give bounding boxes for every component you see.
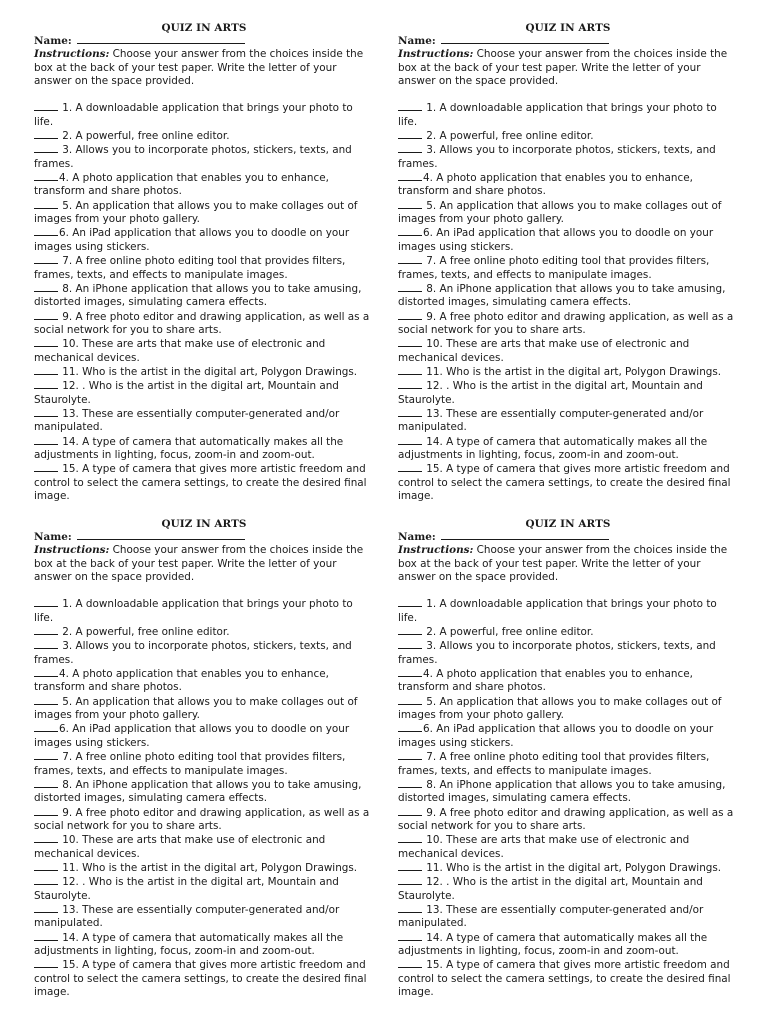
answer-blank[interactable] (398, 597, 422, 607)
question-item (398, 667, 738, 695)
question-text: 11. Who is the artist in the digital art, Polygon Drawings. (423, 365, 722, 378)
answer-blank[interactable] (34, 778, 58, 788)
answer-blank[interactable] (398, 254, 422, 264)
question-list (398, 597, 738, 999)
question-item (34, 625, 374, 639)
answer-blank[interactable] (398, 101, 422, 111)
question-item (34, 254, 374, 282)
question-text: 1. A downloadable application that brings your photo to life. (398, 598, 717, 624)
question-text: 9. A free photo editor and drawing application, as well as a social network for you to share arts. (34, 310, 370, 336)
question-text: 13. These are essentially computer-generated and/or manipulated. (34, 407, 340, 434)
quiz-title: QUIZ IN ARTS (161, 518, 247, 530)
question-item (34, 143, 374, 171)
instructions-label: Instructions: (34, 48, 110, 61)
question-text: 14. A type of camera that automatically makes all the adjustments in lighting, focus, zoom-in and zoom-out. (34, 931, 344, 957)
question-text: 8. An iPhone application that allows you to take amusing, distorted images, simulating camera effects. (34, 778, 362, 805)
question-text: 4. A photo application that enables you to enhance, transform and share photos. (398, 172, 693, 198)
name-blank-line[interactable] (77, 530, 245, 540)
question-item (398, 722, 738, 750)
question-item (34, 639, 374, 667)
question-text: 7. A free online photo editing tool that provides filters, frames, texts, and effects to manipulate images. (398, 751, 710, 777)
answer-blank[interactable] (34, 254, 58, 264)
name-line (398, 34, 738, 48)
answer-blank[interactable] (398, 667, 422, 677)
question-text: 10. These are arts that make use of electronic and mechanical devices. (398, 834, 690, 860)
instructions-text: Choose your answer from the choices inside the box at the back of your test paper. Write the letter of your answer on the space provided. (34, 48, 364, 88)
question-text: 3. Allows you to incorporate photos, stickers, texts, and frames. (398, 144, 716, 170)
answer-blank[interactable] (34, 171, 58, 181)
question-text: 10. These are arts that make use of electronic and mechanical devices. (398, 338, 690, 364)
answer-blank[interactable] (398, 625, 422, 635)
answer-blank[interactable] (398, 833, 422, 843)
question-item (398, 861, 738, 875)
question-item (34, 407, 374, 435)
question-text: 2. A powerful, free online editor. (59, 130, 230, 143)
question-item (398, 101, 738, 129)
question-text: 13. These are essentially computer-generated and/or manipulated. (34, 903, 340, 930)
question-item (34, 667, 374, 695)
question-item (398, 958, 738, 999)
answer-blank[interactable] (398, 462, 422, 472)
answer-blank[interactable] (34, 750, 58, 760)
question-item (398, 806, 738, 834)
answer-blank[interactable] (34, 101, 58, 111)
question-text: 14. A type of camera that automatically makes all the adjustments in lighting, focus, zoom-in and zoom-out. (34, 435, 344, 461)
question-item (398, 379, 738, 407)
question-item (398, 778, 738, 806)
answer-blank[interactable] (398, 226, 422, 236)
question-text: 15. A type of camera that gives more artistic freedom and control to select the camera settings, to create the desired final image. (34, 959, 367, 998)
question-item (34, 199, 374, 227)
question-text: 11. Who is the artist in the digital art, Polygon Drawings. (59, 365, 358, 378)
answer-blank[interactable] (398, 639, 422, 649)
answer-blank[interactable] (398, 695, 422, 705)
instructions (398, 48, 738, 88)
question-item (398, 254, 738, 282)
question-text: 5. An application that allows you to make collages out of images from your photo gallery. (398, 199, 722, 226)
question-item (34, 282, 374, 310)
answer-blank[interactable] (398, 310, 422, 320)
instructions-label: Instructions: (398, 48, 474, 61)
question-item (34, 875, 374, 903)
question-text: 13. These are essentially computer-generated and/or manipulated. (398, 903, 704, 930)
question-text: 5. An application that allows you to make collages out of images from your photo gallery. (34, 695, 358, 722)
question-item (34, 462, 374, 503)
question-item (398, 337, 738, 365)
question-text: 1. A downloadable application that brings your photo to life. (398, 102, 717, 128)
question-text: 6. An iPad application that allows you to doodle on your images using stickers. (398, 227, 714, 253)
question-text: 9. A free photo editor and drawing application, as well as a social network for you to share arts. (34, 806, 370, 832)
question-item (398, 226, 738, 254)
instructions-label: Instructions: (398, 544, 474, 557)
answer-blank[interactable] (34, 435, 58, 445)
question-text: 4. A photo application that enables you to enhance, transform and share photos. (34, 668, 329, 694)
answer-blank[interactable] (398, 143, 422, 153)
question-text: 1. A downloadable application that brings your photo to life. (34, 598, 353, 624)
question-item (398, 310, 738, 338)
question-text: 14. A type of camera that automatically makes all the adjustments in lighting, focus, zoom-in and zoom-out. (398, 931, 708, 957)
question-item (398, 129, 738, 143)
instructions-text: Choose your answer from the choices inside the box at the back of your test paper. Write the letter of your answer on the space provided. (34, 544, 364, 584)
quiz-title: QUIZ IN ARTS (525, 518, 611, 530)
answer-blank[interactable] (398, 806, 422, 816)
question-item (34, 806, 374, 834)
answer-blank[interactable] (398, 282, 422, 292)
question-list (34, 597, 374, 999)
question-list (34, 101, 374, 503)
question-item (34, 379, 374, 407)
answer-blank[interactable] (34, 667, 58, 677)
answer-blank[interactable] (398, 379, 422, 389)
answer-blank[interactable] (34, 365, 58, 375)
question-text: 7. A free online photo editing tool that provides filters, frames, texts, and effects to manipulate images. (34, 255, 346, 281)
question-item (34, 171, 374, 199)
question-text: 11. Who is the artist in the digital art, Polygon Drawings. (423, 861, 722, 874)
name-blank-line[interactable] (77, 34, 245, 44)
question-item (34, 931, 374, 959)
answer-blank[interactable] (398, 778, 422, 788)
answer-blank[interactable] (398, 931, 422, 941)
question-item (34, 722, 374, 750)
question-text: 5. An application that allows you to make collages out of images from your photo gallery. (398, 695, 722, 722)
answer-blank[interactable] (398, 875, 422, 885)
question-item (34, 958, 374, 999)
answer-blank[interactable] (34, 129, 58, 139)
question-text: 3. Allows you to incorporate photos, stickers, texts, and frames. (34, 144, 352, 170)
name-label: Name: (34, 531, 72, 543)
instructions-text: Choose your answer from the choices inside the box at the back of your test paper. Write the letter of your answer on the space provided. (398, 48, 728, 88)
quiz-block (34, 20, 374, 510)
answer-blank[interactable] (34, 226, 58, 236)
quiz-block (398, 20, 738, 510)
answer-blank[interactable] (34, 597, 58, 607)
question-item (398, 750, 738, 778)
question-item (398, 695, 738, 723)
question-text: 12. . Who is the artist in the digital art, Mountain and Staurolyte. (398, 380, 703, 406)
quiz-block (34, 516, 374, 1006)
answer-blank[interactable] (34, 143, 58, 153)
answer-blank[interactable] (398, 337, 422, 347)
answer-blank[interactable] (398, 958, 422, 968)
answer-blank[interactable] (34, 903, 58, 913)
answer-blank[interactable] (34, 639, 58, 649)
question-text: 2. A powerful, free online editor. (423, 130, 594, 143)
question-item (398, 903, 738, 931)
name-label: Name: (398, 35, 436, 47)
question-text: 15. A type of camera that gives more artistic freedom and control to select the camera settings, to create the desired final image. (34, 463, 367, 502)
answer-blank[interactable] (34, 282, 58, 292)
question-text: 10. These are arts that make use of electronic and mechanical devices. (34, 338, 326, 364)
question-item (398, 143, 738, 171)
question-item (34, 833, 374, 861)
instructions (34, 544, 374, 584)
answer-blank[interactable] (34, 861, 58, 871)
question-item (398, 171, 738, 199)
answer-blank[interactable] (34, 199, 58, 209)
question-text: 14. A type of camera that automatically makes all the adjustments in lighting, focus, zoom-in and zoom-out. (398, 435, 708, 461)
answer-blank[interactable] (34, 806, 58, 816)
question-item (398, 365, 738, 379)
answer-blank[interactable] (34, 337, 58, 347)
name-blank-line[interactable] (441, 34, 609, 44)
question-text: 8. An iPhone application that allows you to take amusing, distorted images, simulating camera effects. (34, 282, 362, 309)
question-item (398, 462, 738, 503)
name-label: Name: (398, 531, 436, 543)
question-item (34, 310, 374, 338)
question-text: 12. . Who is the artist in the digital art, Mountain and Staurolyte. (34, 876, 339, 902)
question-item (34, 750, 374, 778)
question-text: 12. . Who is the artist in the digital art, Mountain and Staurolyte. (34, 380, 339, 406)
answer-blank[interactable] (398, 903, 422, 913)
instructions-label: Instructions: (34, 544, 110, 557)
question-text: 12. . Who is the artist in the digital art, Mountain and Staurolyte. (398, 876, 703, 902)
question-item (34, 861, 374, 875)
answer-blank[interactable] (34, 931, 58, 941)
name-line (398, 530, 738, 544)
question-text: 2. A powerful, free online editor. (423, 626, 594, 639)
question-item (34, 101, 374, 129)
question-text: 5. An application that allows you to make collages out of images from your photo gallery. (34, 199, 358, 226)
name-blank-line[interactable] (441, 530, 609, 540)
question-text: 2. A powerful, free online editor. (59, 626, 230, 639)
question-item (398, 625, 738, 639)
answer-blank[interactable] (34, 833, 58, 843)
question-text: 15. A type of camera that gives more artistic freedom and control to select the camera settings, to create the desired final image. (398, 463, 731, 502)
question-item (34, 778, 374, 806)
question-item (398, 639, 738, 667)
answer-blank[interactable] (398, 129, 422, 139)
instructions (398, 544, 738, 584)
question-text: 9. A free photo editor and drawing application, as well as a social network for you to share arts. (398, 310, 734, 336)
question-text: 8. An iPhone application that allows you to take amusing, distorted images, simulating camera effects. (398, 778, 726, 805)
answer-blank[interactable] (34, 462, 58, 472)
name-label: Name: (34, 35, 72, 47)
question-item (398, 435, 738, 463)
question-item (34, 597, 374, 625)
answer-blank[interactable] (398, 750, 422, 760)
question-text: 6. An iPad application that allows you to doodle on your images using stickers. (34, 227, 350, 253)
question-item (34, 129, 374, 143)
answer-blank[interactable] (398, 171, 422, 181)
answer-blank[interactable] (398, 722, 422, 732)
question-item (398, 875, 738, 903)
instructions-text: Choose your answer from the choices inside the box at the back of your test paper. Write the letter of your answer on the space provided. (398, 544, 728, 584)
question-text: 4. A photo application that enables you to enhance, transform and share photos. (398, 668, 693, 694)
answer-blank[interactable] (34, 695, 58, 705)
question-text: 1. A downloadable application that brings your photo to life. (34, 102, 353, 128)
question-list (398, 101, 738, 503)
quiz-title: QUIZ IN ARTS (161, 22, 247, 34)
name-line (34, 34, 374, 48)
question-item (398, 597, 738, 625)
answer-blank[interactable] (34, 958, 58, 968)
answer-blank[interactable] (34, 379, 58, 389)
question-item (398, 833, 738, 861)
question-item (398, 407, 738, 435)
question-item (34, 226, 374, 254)
answer-blank[interactable] (34, 407, 58, 417)
question-text: 8. An iPhone application that allows you to take amusing, distorted images, simulating camera effects. (398, 282, 726, 309)
question-text: 7. A free online photo editing tool that provides filters, frames, texts, and effects to manipulate images. (398, 255, 710, 281)
answer-blank[interactable] (398, 861, 422, 871)
question-text: 11. Who is the artist in the digital art, Polygon Drawings. (59, 861, 358, 874)
question-item (34, 365, 374, 379)
instructions (34, 48, 374, 88)
question-text: 7. A free online photo editing tool that provides filters, frames, texts, and effects to manipulate images. (34, 751, 346, 777)
question-text: 10. These are arts that make use of electronic and mechanical devices. (34, 834, 326, 860)
question-text: 13. These are essentially computer-generated and/or manipulated. (398, 407, 704, 434)
answer-blank[interactable] (398, 407, 422, 417)
question-item (34, 435, 374, 463)
question-text: 15. A type of camera that gives more artistic freedom and control to select the camera settings, to create the desired final image. (398, 959, 731, 998)
answer-blank[interactable] (34, 310, 58, 320)
quiz-block (398, 516, 738, 1006)
question-item (398, 199, 738, 227)
answer-blank[interactable] (34, 625, 58, 635)
answer-blank[interactable] (398, 435, 422, 445)
question-item (34, 337, 374, 365)
question-text: 4. A photo application that enables you to enhance, transform and share photos. (34, 172, 329, 198)
answer-blank[interactable] (398, 199, 422, 209)
name-line (34, 530, 374, 544)
question-text: 6. An iPad application that allows you to doodle on your images using stickers. (34, 723, 350, 749)
question-item (34, 903, 374, 931)
question-item (398, 282, 738, 310)
answer-blank[interactable] (34, 875, 58, 885)
question-item (34, 695, 374, 723)
question-text: 3. Allows you to incorporate photos, stickers, texts, and frames. (34, 640, 352, 666)
question-item (398, 931, 738, 959)
question-text: 3. Allows you to incorporate photos, stickers, texts, and frames. (398, 640, 716, 666)
quiz-title: QUIZ IN ARTS (525, 22, 611, 34)
answer-blank[interactable] (398, 365, 422, 375)
answer-blank[interactable] (34, 722, 58, 732)
question-text: 9. A free photo editor and drawing application, as well as a social network for you to share arts. (398, 806, 734, 832)
question-text: 6. An iPad application that allows you to doodle on your images using stickers. (398, 723, 714, 749)
